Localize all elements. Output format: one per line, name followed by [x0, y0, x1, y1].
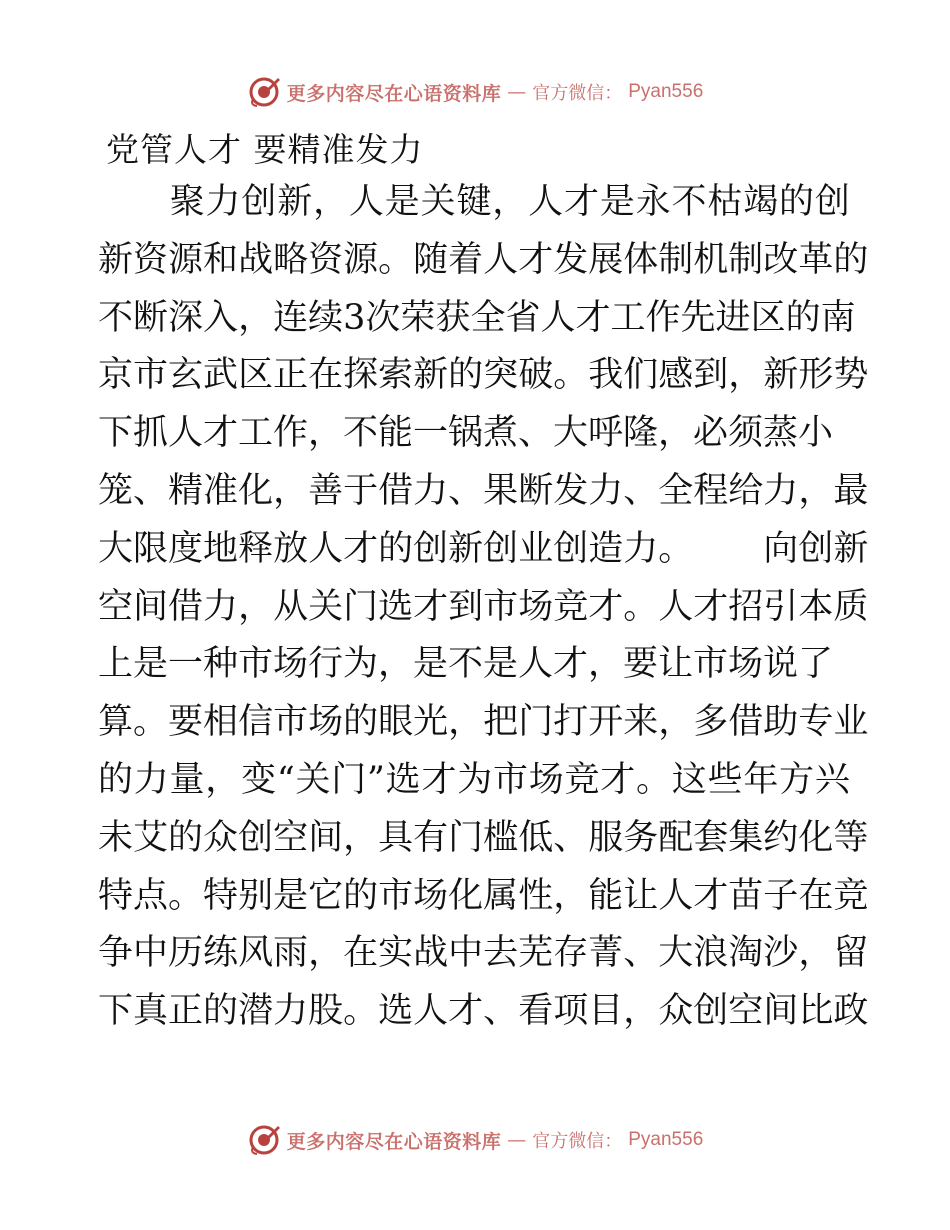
- body-line: 笼 、 精 准 化 ， 善 于 借 力 、 果 断 发 力 、 全 程 给 力 ， 最: [98, 470, 869, 511]
- body-line: 新 资 源 和 战 略 资 源 。 随 着 人 才 发 展 体 制 机 制 改 革 的: [98, 239, 869, 280]
- watermark-label: 官方微信：: [532, 1131, 623, 1152]
- watermark-dash: —: [507, 81, 527, 103]
- watermark-wechat-id: Pyan556: [628, 1129, 704, 1150]
- body-line: 聚 力 创 新 ， 人 是 关 键 ， 人 才 是 永 不 枯 竭 的 创: [169, 182, 850, 222]
- body-line: 特 点 。 特 别 是 它 的 市 场 化 属 性 ， 能 让 人 才 苗 子 在 竞: [98, 875, 869, 916]
- watermark-wechat-id: Pyan556: [628, 81, 704, 102]
- watermark-dash: —: [507, 1129, 527, 1151]
- watermark-label: 官方微信：: [532, 83, 623, 104]
- body-line: 争 中 历 练 风 雨 ， 在 实 战 中 去 芜 存 菁 、 大 浪 淘 沙 ， 留: [98, 933, 869, 974]
- body-line: 未 艾 的 众 创 空 间 ， 具 有 门 槛 低 、 服 务 配 套 集 约 化 等: [98, 817, 869, 858]
- body-line: 大 限 度 地 释 放 人 才 的 创 新 创 业 创 造 力 。 向 创 新: [98, 528, 869, 569]
- watermark-site-text: 更多内容尽在心语资料库: [286, 82, 502, 105]
- body-line: 上是一种市场行为，是不是人才，要让市场说了: [98, 644, 834, 685]
- pen-logo-icon: [247, 75, 281, 109]
- body-line: 下 真 正 的 潜 力 股 。 选 人 才 、 看 项 目 ， 众 创 空 间 比 政: [98, 991, 869, 1032]
- body-line: 算 。 要 相 信 市 场 的 眼 光 ， 把 门 打 开 来 ， 多 借 助 专 业: [98, 702, 869, 743]
- body-line: 下抓人才工作，不能一锅煮、大呼隆，必须蒸小: [98, 413, 834, 454]
- body-line: 京 市 玄 武 区 正 在 探 索 新 的 突 破 。 我 们 感 到 ， 新 形 势: [98, 355, 869, 396]
- footer-watermark: [0, 1120, 950, 1160]
- watermark-site-text: 更多内容尽在心语资料库: [286, 1130, 502, 1153]
- document-title: 党管人才 要精准发力: [106, 130, 424, 169]
- body-line: 不 断 深 入 ， 连 续 3 次 荣 获 全 省 人 才 工 作 先 进 区 的 南: [98, 297, 856, 338]
- pen-logo-icon: [247, 1123, 281, 1157]
- document-body: [98, 174, 869, 1041]
- body-line: 的 力 量 ， 变 “ 关 门 ” 选 才 为 市 场 竞 才 。 这 些 年 方 兴: [98, 759, 850, 800]
- body-line: 空 间 借 力 ， 从 关 门 选 才 到 市 场 竞 才 。 人 才 招 引 本 质: [98, 586, 869, 627]
- header-watermark: [0, 72, 950, 112]
